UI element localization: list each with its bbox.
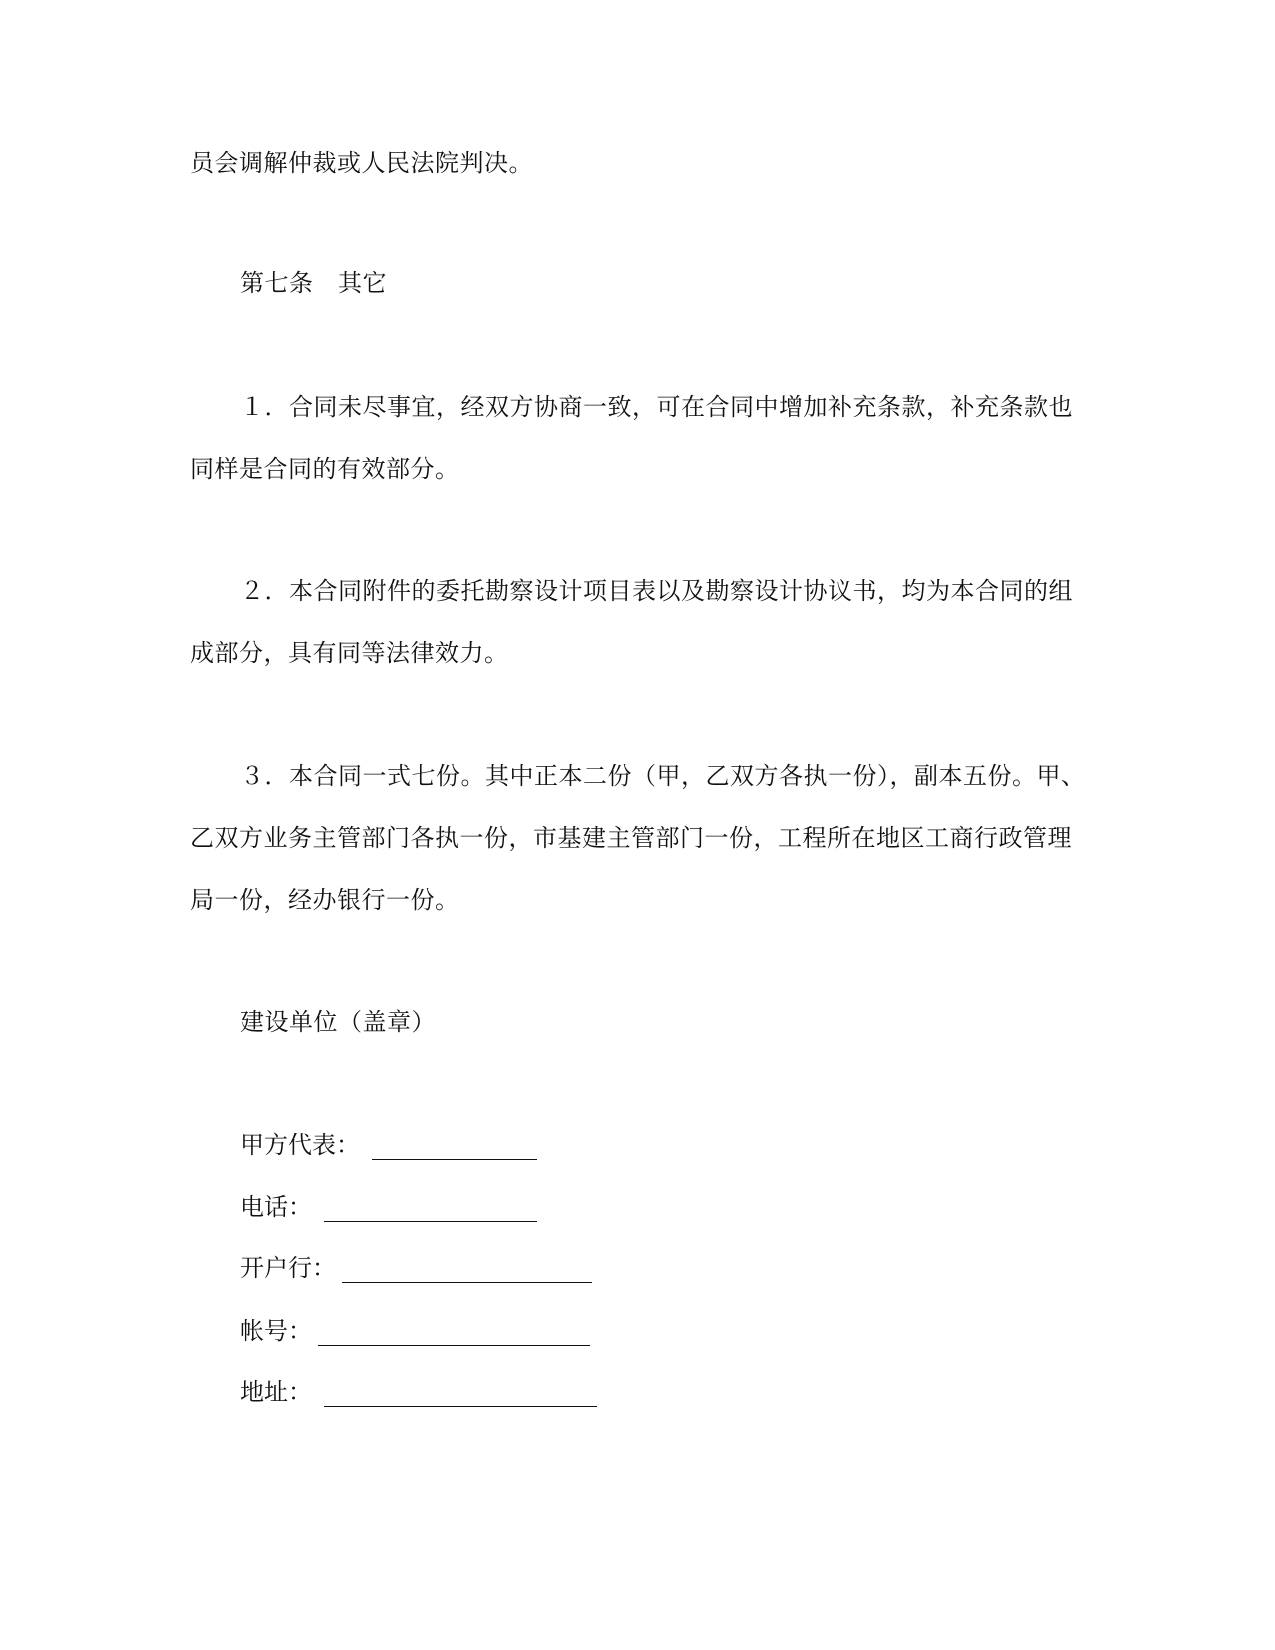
account-blank[interactable] (318, 1319, 590, 1346)
paragraph-line: 局一份，经办银行一份。 (190, 886, 460, 914)
phone-label: 电话： (240, 1193, 312, 1221)
rep-label: 甲方代表： (240, 1131, 360, 1159)
rep-blank[interactable] (372, 1133, 537, 1160)
paragraph-line: 员会调解仲裁或人民法院判决。 (190, 149, 533, 177)
signature-unit-label: 建设单位（盖章） (240, 1008, 436, 1036)
address-blank[interactable] (324, 1380, 597, 1407)
paragraph-line: 乙双方业务主管部门各执一份，市基建主管部门一份，工程所在地区工商行政管理 (190, 824, 1072, 852)
paragraph-line: 成部分，具有同等法律效力。 (190, 639, 509, 667)
rep-field (240, 1130, 537, 1160)
account-field (240, 1316, 590, 1346)
bank-label: 开户行： (240, 1254, 336, 1282)
bank-blank[interactable] (342, 1256, 592, 1283)
phone-blank[interactable] (324, 1195, 537, 1222)
account-label: 帐号： (240, 1317, 312, 1345)
address-label: 地址： (240, 1378, 312, 1406)
paragraph-line: ２．本合同附件的委托勘察设计项目表以及勘察设计协议书，均为本合同的组 (240, 577, 1073, 605)
paragraph-line: １．合同未尽事宜，经双方协商一致，可在合同中增加补充条款，补充条款也 (240, 393, 1073, 421)
phone-field (240, 1192, 537, 1222)
paragraph-line: ３．本合同一式七份。其中正本二份（甲，乙双方各执一份），副本五份。甲、 (240, 762, 1086, 790)
bank-field (240, 1253, 592, 1283)
paragraph-line: 同样是合同的有效部分。 (190, 455, 460, 483)
article-heading: 第七条 其它 (240, 269, 387, 297)
address-field (240, 1377, 597, 1407)
